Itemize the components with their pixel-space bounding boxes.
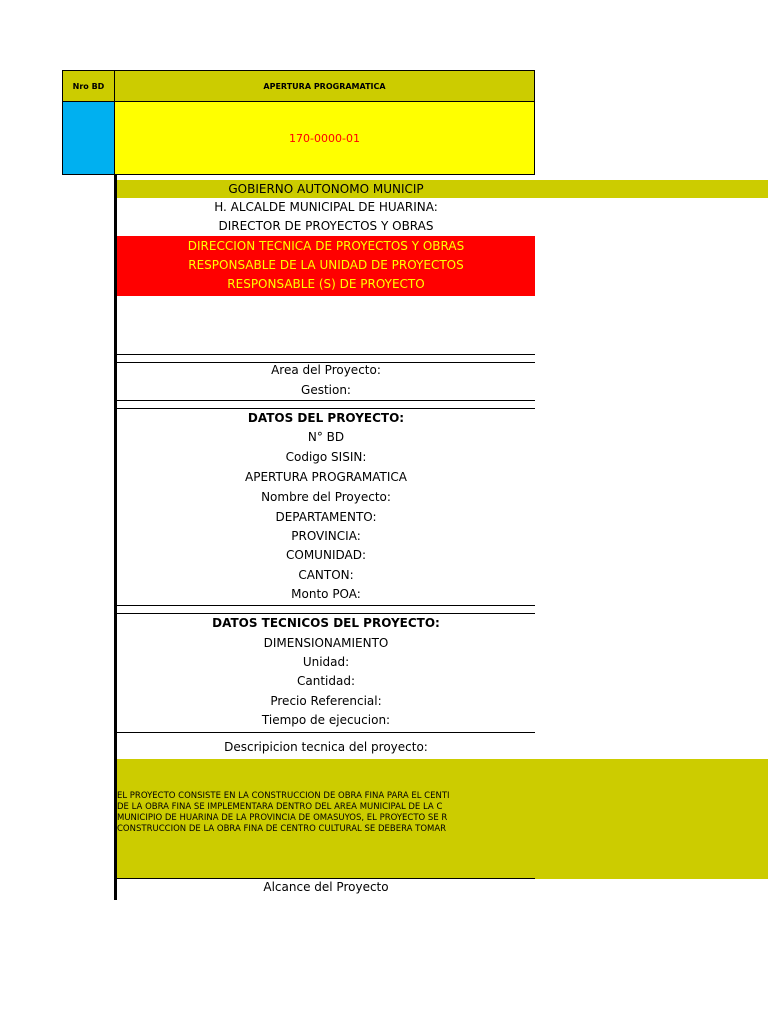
gobierno-banner-text: GOBIERNO AUTONOMO MUNICIP xyxy=(228,182,424,196)
divider xyxy=(117,605,535,606)
alcance-proyecto-label: Alcance del Proyecto xyxy=(263,880,389,894)
tiempo-ejecucion-field: Tiempo de ejecucion: xyxy=(261,713,391,727)
dimensionamiento-field: DIMENSIONAMIENTO xyxy=(263,636,389,650)
cantidad-field: Cantidad: xyxy=(296,674,355,688)
divider xyxy=(117,354,535,355)
area-proyecto-label: Area del Proyecto: xyxy=(271,363,381,377)
precio-referencial-field: Precio Referencial: xyxy=(270,694,382,708)
nro-bd-field: N° BD xyxy=(307,430,345,444)
responsable-unidad-label: RESPONSABLE DE LA UNIDAD DE PROYECTOS xyxy=(188,258,464,272)
nro-bd-header: Nro BD xyxy=(62,70,115,102)
divider xyxy=(117,400,535,401)
direccion-tecnica-label: DIRECCION TECNICA DE PROYECTOS Y OBRAS xyxy=(187,239,465,253)
provincia-field: PROVINCIA: xyxy=(291,529,361,543)
apertura-programatica-header: APERTURA PROGRAMATICA xyxy=(115,70,535,102)
responsable-proyecto-label: RESPONSABLE (S) DE PROYECTO xyxy=(227,277,425,291)
comunidad-field: COMUNIDAD: xyxy=(286,548,366,562)
responsables-block xyxy=(117,236,535,296)
apertura-code-cell[interactable]: 170-0000-01 xyxy=(115,102,535,175)
apertura-programatica-field: APERTURA PROGRAMATICA xyxy=(245,470,407,484)
gobierno-banner xyxy=(117,180,768,198)
nro-bd-cell[interactable] xyxy=(62,102,115,175)
descripcion-line: CONSTRUCCION DE LA OBRA FINA DE CENTRO CULTURAL SE DEBERA TOMAR xyxy=(117,824,447,834)
divider xyxy=(117,732,535,733)
descripcion-line: EL PROYECTO CONSISTE EN LA CONSTRUCCION DE OBRA FINA PARA EL CENTI xyxy=(117,791,450,801)
gestion-label: Gestion: xyxy=(301,383,351,397)
monto-poa-field: Monto POA: xyxy=(291,587,361,601)
datos-tecnicos-title: DATOS TECNICOS DEL PROYECTO: xyxy=(212,616,440,630)
unidad-field: Unidad: xyxy=(302,655,350,669)
departamento-field: DEPARTAMENTO: xyxy=(275,510,377,524)
canton-field: CANTON: xyxy=(298,568,354,582)
alcalde-label: H. ALCALDE MUNICIPAL DE HUARINA: xyxy=(214,200,438,214)
descripcion-label: Descripicion tecnica del proyecto: xyxy=(224,740,428,754)
descripcion-line: MUNICIPIO DE HUARINA DE LA PROVINCIA DE OMASUYOS, EL PROYECTO SE R xyxy=(117,813,448,823)
director-label: DIRECTOR DE PROYECTOS Y OBRAS xyxy=(218,219,434,233)
descripcion-line: DE LA OBRA FINA SE IMPLEMENTARA DENTRO DEL AREA MUNICIPAL DE LA C xyxy=(117,802,443,812)
nombre-proyecto-field: Nombre del Proyecto: xyxy=(261,490,391,504)
codigo-sisin-field: Codigo SISIN: xyxy=(285,450,367,464)
descripcion-text-block[interactable] xyxy=(117,759,768,879)
datos-proyecto-title: DATOS DEL PROYECTO: xyxy=(247,411,405,425)
